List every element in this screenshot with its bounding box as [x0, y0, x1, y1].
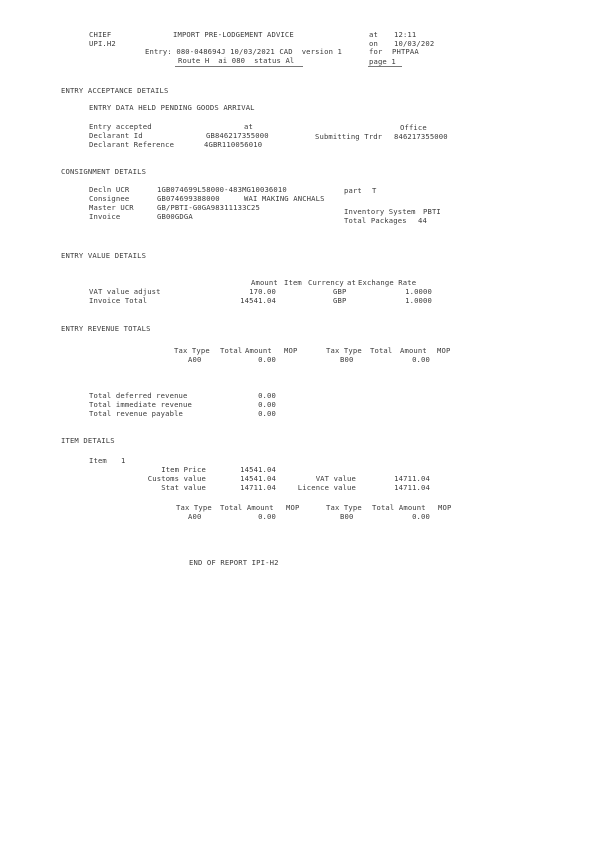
time-value: 12:11	[394, 30, 417, 39]
item-tax-amount: 0.00	[412, 512, 430, 521]
revenue-total-value: 0.00	[258, 400, 276, 409]
col-total: Total	[220, 346, 243, 355]
col-currency: Currency	[308, 278, 344, 287]
revenue-total-label: Total revenue payable	[89, 409, 184, 418]
date-label: on	[369, 39, 378, 48]
page-number: page 1	[369, 57, 396, 66]
customs-value-label: Customs value	[147, 474, 206, 483]
inventory-system-label: Inventory System	[344, 207, 416, 216]
consignee-value: GB074699388000	[157, 194, 220, 203]
total-packages-label: Total Packages	[344, 216, 407, 225]
item-price-value: 14541.04	[240, 465, 276, 474]
header-rule	[175, 66, 303, 67]
time-label: at	[369, 30, 378, 39]
master-ucr-label: Master UCR	[89, 203, 134, 212]
item-price-label: Item Price	[161, 465, 206, 474]
master-ucr-value: GB/PBTI-G0GA98311133C25	[157, 203, 260, 212]
customs-value-value: 14541.04	[240, 474, 276, 483]
consignee-name: WAI MAKING ANCHALS	[244, 194, 325, 203]
section-heading-entry-revenue: ENTRY REVENUE TOTALS	[61, 324, 151, 333]
revenue-total-label: Total immediate revenue	[89, 400, 192, 409]
entry-status-subheading: ENTRY DATA HELD PENDING GOODS ARRIVAL	[89, 103, 255, 112]
value-row-currency: GBP	[333, 296, 347, 305]
for-label: for	[369, 47, 383, 56]
declarant-reference-label: Declarant Reference	[89, 140, 175, 149]
for-value: PHTPAA	[392, 47, 419, 56]
value-row-label: Invoice Total	[89, 296, 148, 305]
value-row-currency: GBP	[333, 287, 347, 296]
invoice-value: GB00GDGA	[157, 212, 193, 221]
vat-value-label: VAT value	[315, 474, 356, 483]
section-heading-entry-value: ENTRY VALUE DETAILS	[61, 251, 147, 260]
licence-value-label: Licence value	[297, 483, 356, 492]
stat-value-value: 14711.04	[240, 483, 276, 492]
decln-ucr-label: Decln UCR	[89, 185, 130, 194]
col-amount: Amount	[400, 346, 427, 355]
declarant-id-value: GB846217355000	[206, 131, 269, 140]
col-tax-type: Tax Type	[174, 346, 210, 355]
revenue-total-value: 0.00	[258, 391, 276, 400]
col-amount: Amount	[251, 278, 278, 287]
part-label: part	[344, 186, 362, 195]
vat-value-value: 14711.04	[394, 474, 430, 483]
office-label: Office	[400, 123, 427, 132]
col-tax-type: Tax Type	[326, 346, 362, 355]
value-row-amount: 14541.04	[240, 296, 276, 305]
revenue-tax-type: A00	[188, 355, 202, 364]
submitting-trader-label: Submitting Trdr	[315, 132, 383, 141]
revenue-amount: 0.00	[258, 355, 276, 364]
revenue-tax-type: B00	[340, 355, 354, 364]
entry-line: Entry: 080-048694J 10/03/2021 CAD version 1	[145, 47, 342, 56]
item-number: 1	[121, 456, 126, 465]
report-code: UPI.H2	[89, 39, 116, 48]
inventory-system-value: PBTI	[423, 207, 441, 216]
value-row-amount: 170.00	[249, 287, 276, 296]
value-row-rate: 1.0000	[405, 296, 432, 305]
section-heading-item-details: ITEM DETAILS	[61, 436, 115, 445]
section-heading-entry-acceptance: ENTRY ACCEPTANCE DETAILS	[61, 86, 169, 95]
system-name: CHIEF	[89, 30, 112, 39]
stat-value-label: Stat value	[161, 483, 206, 492]
col-at: at	[347, 278, 356, 287]
route-line: Route H ai 080 status Al	[178, 56, 295, 65]
col-mop: MOP	[438, 503, 452, 512]
header-rule-right	[368, 66, 402, 67]
col-exchange-rate: Exchange Rate	[358, 278, 417, 287]
report-title: IMPORT PRE-LODGEMENT ADVICE	[173, 30, 294, 39]
total-packages-value: 44	[418, 216, 427, 225]
col-mop: MOP	[284, 346, 298, 355]
item-tax-type: A00	[188, 512, 202, 521]
licence-value-value: 14711.04	[394, 483, 430, 492]
col-mop: MOP	[286, 503, 300, 512]
part-value: T	[372, 186, 377, 195]
item-label: Item	[89, 456, 107, 465]
item-tax-amount: 0.00	[258, 512, 276, 521]
item-tax-type: B00	[340, 512, 354, 521]
end-of-report: END OF REPORT IPI-H2	[189, 558, 279, 567]
col-item: Item	[284, 278, 302, 287]
submitting-trader-value: 846217355000	[394, 132, 448, 141]
value-row-rate: 1.0000	[405, 287, 432, 296]
col-total-amount: Total Amount	[372, 503, 426, 512]
col-mop: MOP	[437, 346, 451, 355]
value-row-label: VAT value adjust	[89, 287, 161, 296]
declarant-id-label: Declarant Id	[89, 131, 143, 140]
col-total: Total	[370, 346, 393, 355]
revenue-amount: 0.00	[412, 355, 430, 364]
consignee-label: Consignee	[89, 194, 130, 203]
entry-accepted-label: Entry accepted	[89, 122, 152, 131]
entry-accepted-at-label: at	[244, 122, 253, 131]
declarant-reference-value: 4GBR110056010	[204, 140, 263, 149]
section-heading-consignment: CONSIGNMENT DETAILS	[61, 167, 147, 176]
invoice-label: Invoice	[89, 212, 121, 221]
col-tax-type: Tax Type	[176, 503, 212, 512]
revenue-total-label: Total deferred revenue	[89, 391, 188, 400]
col-total-amount: Total Amount	[220, 503, 274, 512]
col-tax-type: Tax Type	[326, 503, 362, 512]
revenue-total-value: 0.00	[258, 409, 276, 418]
decln-ucr-value: 1GB074699L58000-483MG10036010	[157, 185, 287, 194]
col-amount: Amount	[245, 346, 272, 355]
date-value: 10/03/202	[394, 39, 435, 48]
